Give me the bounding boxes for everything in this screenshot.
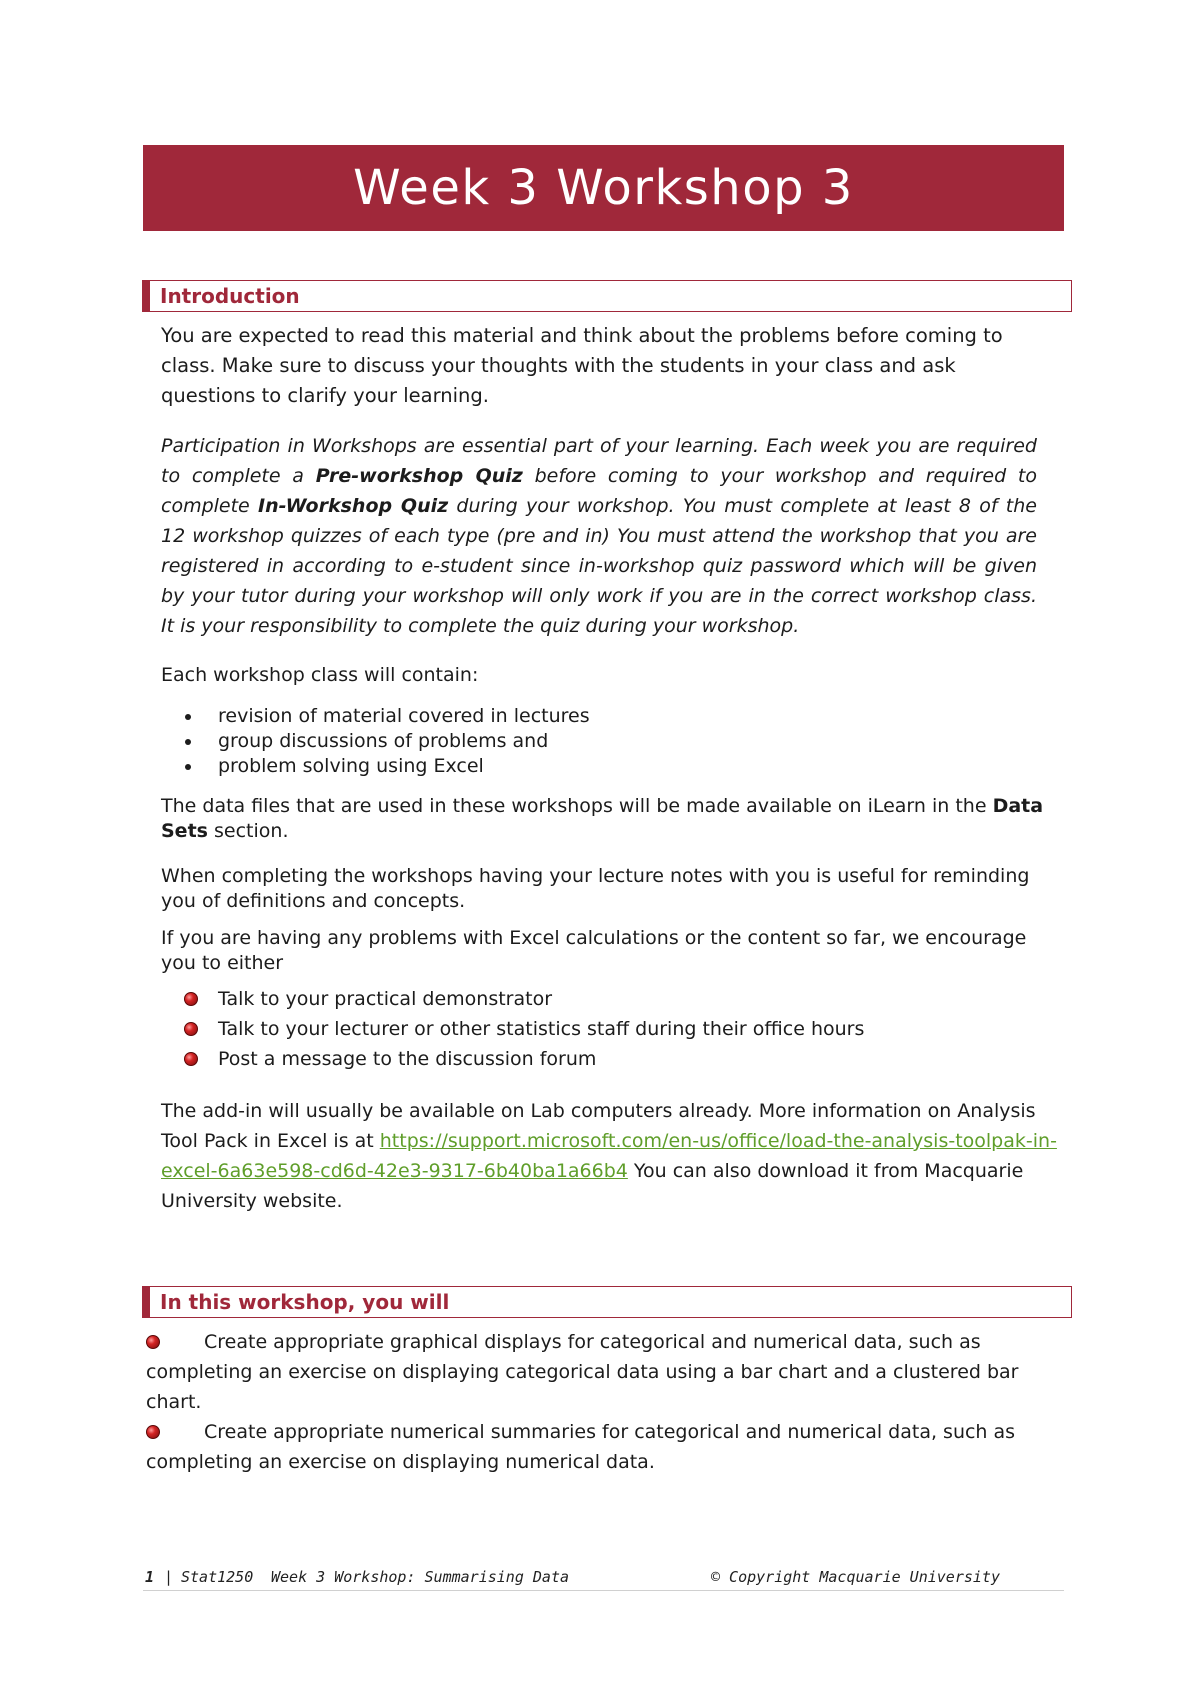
list-item: problem solving using Excel: [161, 754, 1041, 779]
in-workshop-quiz-label: In-Workshop Quiz: [258, 495, 449, 517]
addin-paragraph: The add-in will usually be available on Lab computers already. More information on Analysis Tool Pack in Excel is at https://support.microsoft.com/en-us/office/load-the-analysis-toolpak-in-excel-6a63e598-cd6d-42e3-9317-6b40ba1a66b4 You can also download it from Macquarie University website.: [161, 1100, 1057, 1212]
red-ball-bullet-icon: [146, 1425, 160, 1439]
footer-workshop-title: Week 3 Workshop: Summarising Data: [271, 1568, 570, 1586]
list-item: Talk to your practical demonstrator: [161, 984, 1061, 1014]
list-item: Talk to your lecturer or other statistics staff during their office hours: [161, 1014, 1061, 1044]
participation-text: Participation in Workshops are essential part of your learning. Each week you are required to complete a Pre-workshop Quiz before coming to your workshop and required to complete In-Workshop Quiz during your workshop. You must complete at least 8 of the 12 workshop quizzes of each type (pre and in) You must attend the workshop that you are registered in according to e-student since in-workshop quiz password which will be given by your tutor during your workshop will only work if you are in the correct workshop class. It is your responsibility to complete the quiz during your workshop.: [161, 435, 1037, 637]
problems-paragraph: If you are having any problems with Excel calculations or the content so far, we encourage you to either: [161, 927, 1027, 974]
data-sets-label: Data Sets: [161, 795, 1044, 842]
contain-list: [161, 704, 1041, 779]
help-list: [161, 984, 1061, 1074]
red-ball-bullet-icon: [146, 1335, 160, 1349]
list-item: group discussions of problems and: [161, 729, 1041, 754]
goal-item: Create appropriate graphical displays for categorical and numerical data, such as completing an exercise on displaying categorical data using a bar chart and a clustered bar chart.: [146, 1331, 1019, 1413]
intro-paragraph: [161, 321, 1041, 411]
page-title: Week 3 Workshop 3: [143, 145, 1064, 231]
workshop-goals: [146, 1327, 1066, 1477]
notes-paragraph: When completing the workshops having your lecture notes with you is useful for reminding you of definitions and concepts.: [161, 865, 1030, 912]
footer-copyright: © Copyright Macquarie University: [711, 1568, 1000, 1586]
datafiles-paragraph: The data files that are used in these workshops will be made available on iLearn in the Data Sets section.: [161, 795, 1044, 842]
intro-text: You are expected to read this material and think about the problems before coming to class. Make sure to discuss your thoughts with the students in your class and ask questions to clarify your learning.: [161, 324, 1003, 407]
bullet-icon: [185, 764, 191, 770]
bullet-icon: [185, 739, 191, 745]
footer-course: Stat1250: [181, 1568, 254, 1586]
red-ball-bullet-icon: [184, 1052, 198, 1066]
pre-workshop-quiz-label: Pre-workshop Quiz: [315, 465, 523, 487]
analysis-toolpak-link[interactable]: https://support.microsoft.com/en-us/office/load-the-analysis-toolpak-in-excel-6a63e598-cd6d-42e3-9317-6b40ba1a66b4: [161, 1130, 1057, 1182]
section-heading-workshop: In this workshop, you will: [142, 1286, 1072, 1318]
red-ball-bullet-icon: [184, 992, 198, 1006]
bullet-icon: [185, 714, 191, 720]
red-ball-bullet-icon: [184, 1022, 198, 1036]
list-item: Post a message to the discussion forum: [161, 1044, 1061, 1074]
page-number: 1: [145, 1568, 155, 1586]
contain-label: Each workshop class will contain:: [161, 664, 479, 686]
participation-paragraph: [161, 431, 1037, 641]
goal-item: Create appropriate numerical summaries for categorical and numerical data, such as completing an exercise on displaying numerical data.: [146, 1421, 1016, 1473]
section-heading-introduction: Introduction: [142, 280, 1072, 312]
list-item: revision of material covered in lectures: [161, 704, 1041, 729]
page-footer: [143, 1568, 1064, 1591]
footer-separator: |: [164, 1568, 174, 1586]
